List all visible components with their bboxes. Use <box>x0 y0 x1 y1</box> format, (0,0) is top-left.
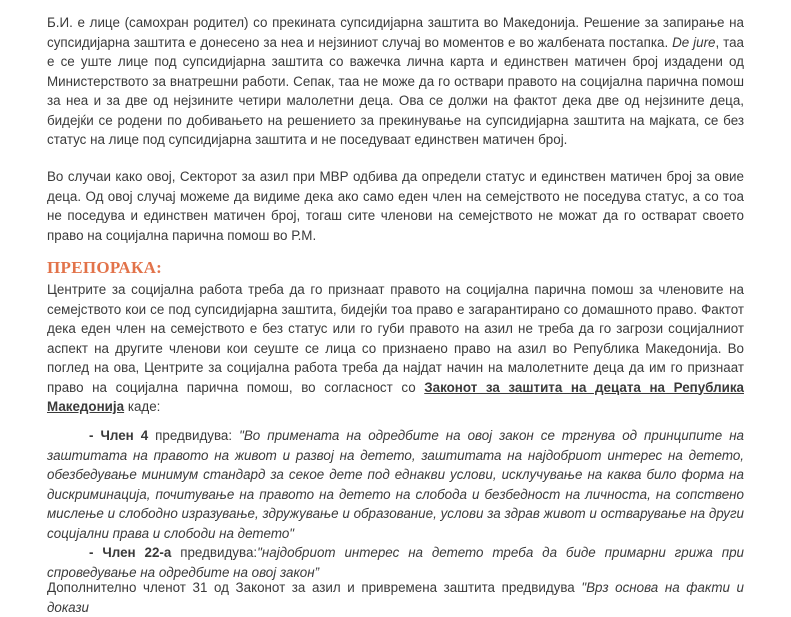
article-22a-label: - Член 22-а <box>89 545 172 560</box>
article-22a-quote: "најдобриот интерес на детето треба да биде примарни грижа при спроведување на одредбите на овој закон” <box>47 545 744 580</box>
case-text-end: , таа е се уште лице под супсидијарна заштита со важечка лична карта и единствен матичен број издадени од Министерството за внатрешни работи. Сепак, таа не може да го оствари правото на социјална парична помош за неа и за две од нејзините четири малолетни деца. Ова се должи на фактот дека две од нејзините деца, бидејќи се родени по добивањето на решението за прекинување на супсидијарна заштита на мајката, се без статус на лице под супсидијарна заштита и не поседуваат единствен матичен број. <box>47 34 744 147</box>
recommendation-text-end: каде: <box>124 399 161 414</box>
recommendation-paragraph <box>47 280 744 417</box>
recommendation-text: Центрите за социјална работа треба да го признаат правото на социјална парична помош за членовите на семејството кои се под супсидијарна заштита, бидејќи тоа право е загарантирано со домашното право. Фактот дека еден член на семејството е без статус или го губи правото на азил не треба да го загрози социјалниот аспект на другите членови кои сеуште се лица со признаено право на азил во Република Македонија. Во поглед на ова, Центрите за социјална работа треба да најдат начин на малолетните деца да им го признаат право на социјална парична помош, во согласност со <box>47 282 744 395</box>
de-jure-term: De jure <box>672 34 716 50</box>
asylum-sector-paragraph: Во случаи како овој, Секторот за азил при МВР одбива да определи статус и единствен матичен број за овие деца. Од овој случај можеме да видиме дека ако само еден член на семејството не поседува статус, а со тоа не поседува и единствен матичен број, тогаш сите членови на семејството не можат да го остварат своето право на социјална парична помош во Р.М. <box>47 169 744 243</box>
article-22a-verb: предвидува: <box>171 545 258 560</box>
asylum-law-quote: "Врз основа на факти и докази <box>47 580 744 615</box>
additional-article-paragraph <box>47 578 744 617</box>
law-articles-block <box>47 426 744 582</box>
recommendation-heading: ПРЕПОРАКА: <box>47 258 163 277</box>
asylum-law-text: Дополнително членот 31 од Законот за азил и привремена заштита предвидува <box>47 580 582 595</box>
article-4-verb: предвидува: <box>148 428 240 443</box>
case-description-paragraph <box>47 13 744 150</box>
article-4-quote: "Во примената на одредбите на овој закон се тргнува од принципите на заштитата на правото на живот и развој на детето, заштитата на најдобриот интерес на детето, обезбедување минимум стандард за секое дете под еднакви услови, исклучување на каква било форма на дискриминација, почитување на правото на детето на слобода и безбедност на личноста, на сопствено мислење и слободно изразување, здружување и образование, услови за здрав живот и остварување на други социјални права и слободи на детето" <box>47 428 745 541</box>
article-4-label: - Член 4 <box>89 428 149 443</box>
case-text-start: Б.И. е лице (самохран родител) со прекината супсидијарна заштита во Македонија. Решение за запирање на супсидијарна заштита е донесено за неа и нејзиниот случај во моментов е во жалбената постапка. <box>47 15 744 50</box>
child-protection-law-reference: Законот за заштита на децата на Република Македонија <box>47 379 745 414</box>
